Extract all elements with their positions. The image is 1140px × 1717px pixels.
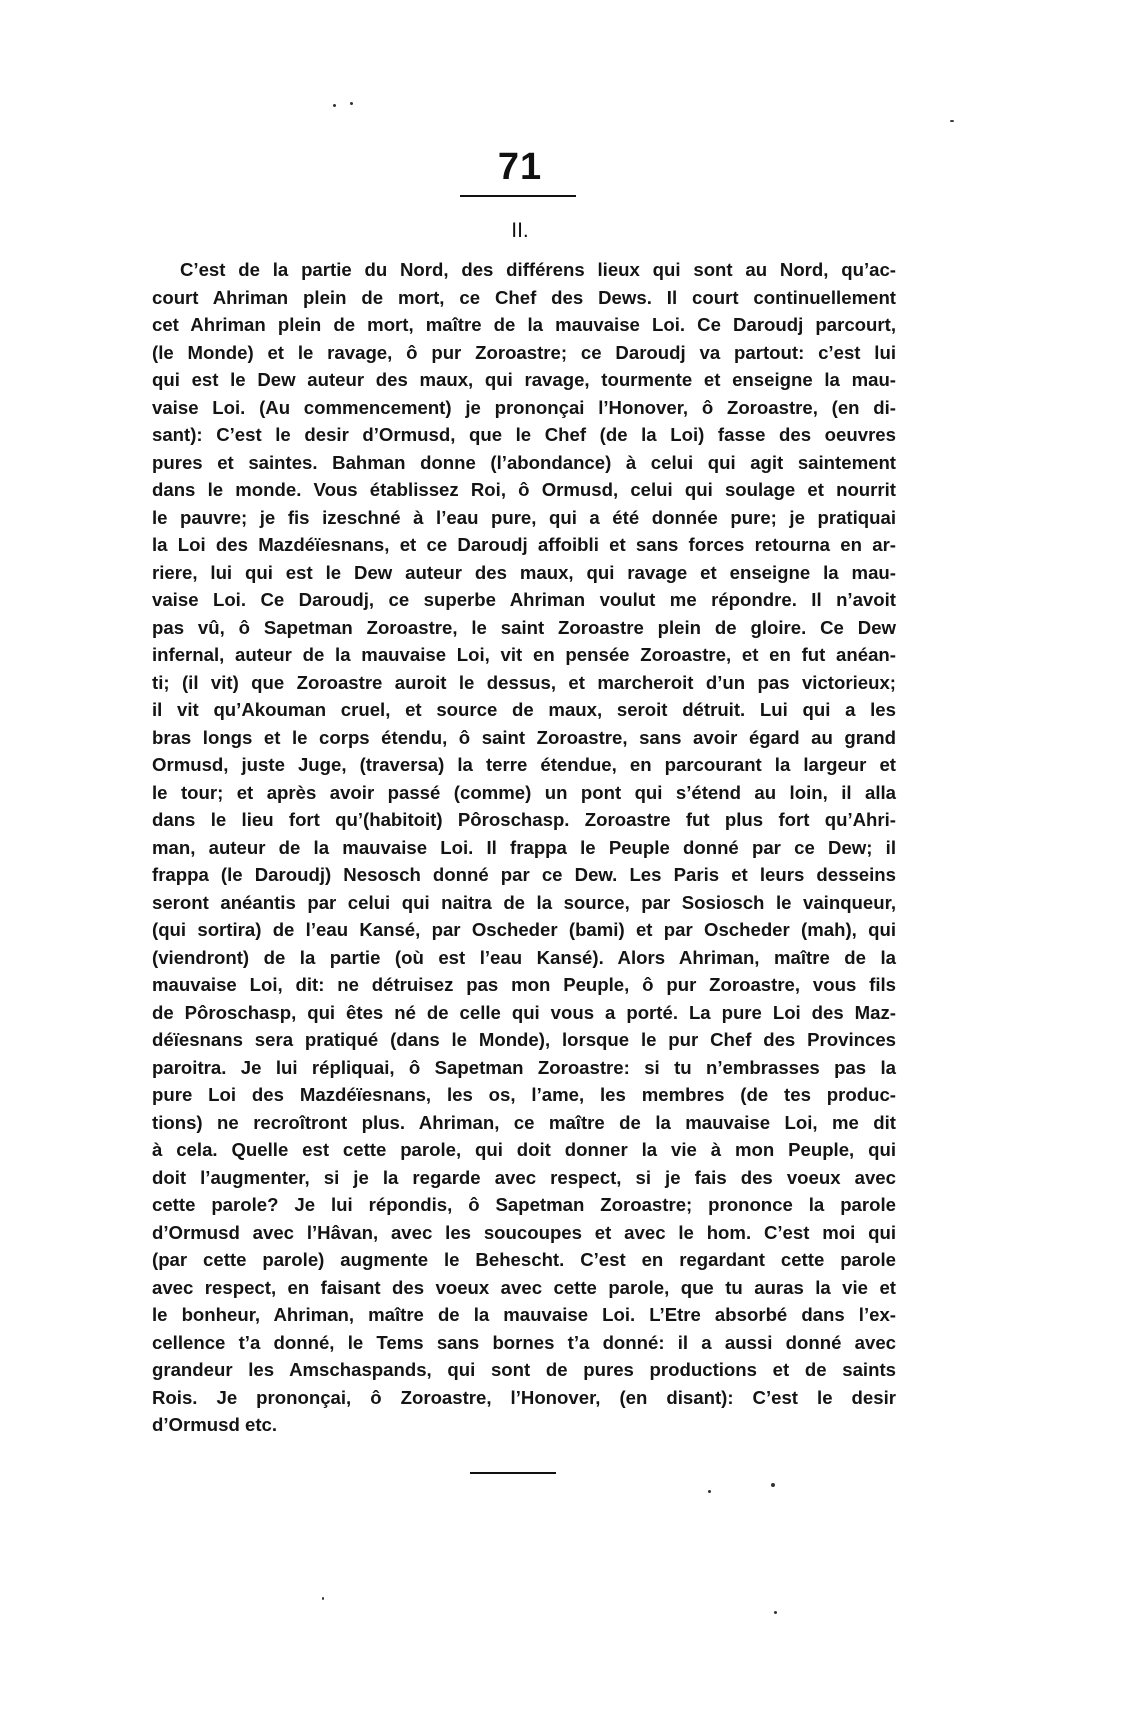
text-line: la Loi des Mazdéïesnans, et ce Daroudj affoibli et sans forces retourna en ar- xyxy=(152,534,896,555)
ink-speck xyxy=(950,120,954,122)
text-line: le tour; et après avoir passé (comme) un pont qui s’étend au loin, il alla xyxy=(152,781,896,803)
text-line: à cela. Quelle est cette parole, qui doit donner la vie à mon Peuple, qui xyxy=(152,1139,896,1160)
text-line: d’Ormusd etc. xyxy=(152,1414,278,1435)
text-line: cellence t’a donné, le Tems sans bornes t’a donné: il a aussi donné avec xyxy=(152,1331,896,1353)
text-line: pure Loi des Mazdéïesnans, les os, l’ame, les membres (de tes produc- xyxy=(152,1084,896,1105)
ink-speck xyxy=(322,1597,324,1600)
ink-speck xyxy=(333,104,336,107)
ink-speck xyxy=(708,1490,711,1493)
text-line: le bonheur, Ahriman, maître de la mauvaise Loi. L’Etre absorbé dans l’ex- xyxy=(152,1304,896,1325)
ink-speck xyxy=(350,102,353,105)
page-number: 71 xyxy=(497,146,543,188)
text-line: Rois. Je prononçai, ô Zoroastre, l’Honover, (en disant): C’est le desir xyxy=(152,1386,896,1408)
text-line: il vit qu’Akouman cruel, et source de maux, seroit détruit. Lui qui a les xyxy=(152,699,896,720)
text-line: bras longs et le corps étendu, ô saint Zoroastre, sans avoir égard au grand xyxy=(152,726,896,748)
text-line: doit l’augmenter, si je la regarde avec respect, si je fais des voeux avec xyxy=(152,1166,896,1188)
footer-rule xyxy=(470,1472,556,1474)
ink-speck xyxy=(771,1483,775,1487)
text-line: pas vû, ô Sapetman Zoroastre, le saint Zoroastre plein de gloire. Ce Dew xyxy=(152,616,896,638)
text-line: de Pôroschasp, qui êtes né de celle qui vous a porté. La pure Loi des Maz- xyxy=(152,1001,896,1023)
text-line: déïesnans sera pratiqué (dans le Monde), lorsque le pur Chef des Provinces xyxy=(152,1029,896,1050)
text-line: (qui sortira) de l’eau Kansé, par Oscheder (bami) et par Oscheder (mah), qui xyxy=(152,919,896,940)
text-line: riere, lui qui est le Dew auteur des maux, qui ravage et enseigne la mau- xyxy=(152,561,896,583)
body-paragraph xyxy=(152,256,896,1439)
text-line: mauvaise Loi, dit: ne détruisez pas mon Peuple, ô pur Zoroastre, vous fils xyxy=(152,974,896,995)
text-line: (le Monde) et le ravage, ô pur Zoroastre; ce Daroudj va partout: c’est lui xyxy=(152,341,896,363)
text-line: dans le monde. Vous établissez Roi, ô Ormusd, celui qui soulage et nourrit xyxy=(152,479,896,500)
text-line: man, auteur de la mauvaise Loi. Il frappa le Peuple donné par ce Dew; il xyxy=(152,836,896,858)
header-rule xyxy=(460,195,576,197)
text-line: (par cette parole) augmente le Behescht. C’est en regardant cette parole xyxy=(152,1249,896,1270)
text-line: C’est de la partie du Nord, des différens lieux qui sont au Nord, qu’ac- xyxy=(180,259,896,280)
text-line: court Ahriman plein de mort, ce Chef des Dews. Il court continuellement xyxy=(152,286,896,308)
ink-speck xyxy=(774,1611,777,1614)
text-line: cet Ahriman plein de mort, maître de la mauvaise Loi. Ce Daroudj parcourt, xyxy=(152,314,896,335)
text-line: ti; (il vit) que Zoroastre auroit le dessus, et marcheroit d’un pas victorieux; xyxy=(152,671,896,693)
text-line: tions) ne recroîtront plus. Ahriman, ce maître de la mauvaise Loi, me dit xyxy=(152,1111,896,1133)
text-line: vaise Loi. Ce Daroudj, ce superbe Ahriman voulut me répondre. Il n’avoit xyxy=(152,589,896,610)
text-line: frappa (le Daroudj) Nesosch donné par ce Dew. Les Paris et leurs desseins xyxy=(152,864,896,885)
text-line: avec respect, en faisant des voeux avec cette parole, que tu auras la vie et xyxy=(152,1276,896,1298)
section-heading: II. xyxy=(511,219,529,242)
text-line: (viendront) de la partie (où est l’eau Kansé). Alors Ahriman, maître de la xyxy=(152,946,896,968)
text-line: pures et saintes. Bahman donne (l’abondance) à celui qui agit saintement xyxy=(152,451,896,473)
text-line: infernal, auteur de la mauvaise Loi, vit en pensée Zoroastre, et en fut anéan- xyxy=(152,644,896,665)
text-line: d’Ormusd avec l’Hâvan, avec les soucoupes et avec le hom. C’est moi qui xyxy=(152,1221,896,1243)
text-line: sant): C’est le desir d’Ormusd, que le Chef (de la Loi) fasse des oeuvres xyxy=(152,424,896,445)
text-line: vaise Loi. (Au commencement) je prononçai l’Honover, ô Zoroastre, (en di- xyxy=(152,396,896,418)
text-line: grandeur les Amschaspands, qui sont de pures productions et de saints xyxy=(152,1359,896,1380)
text-line: le pauvre; je fis izeschné à l’eau pure, qui a été donnée pure; je pratiquai xyxy=(152,506,896,528)
text-line: qui est le Dew auteur des maux, qui ravage, tourmente et enseigne la mau- xyxy=(152,369,896,390)
text-line: cette parole? Je lui répondis, ô Sapetman Zoroastre; prononce la parole xyxy=(152,1194,896,1215)
text-line: dans le lieu fort qu’(habitoit) Pôroschasp. Zoroastre fut plus fort qu’Ahri- xyxy=(152,809,896,830)
text-line: seront anéantis par celui qui naitra de la source, par Sosiosch le vainqueur, xyxy=(152,891,896,913)
text-line: paroitra. Je lui répliquai, ô Sapetman Zoroastre: si tu n’embrasses pas la xyxy=(152,1056,896,1078)
text-line: Ormusd, juste Juge, (traversa) la terre étendue, en parcourant la largeur et xyxy=(152,754,896,775)
